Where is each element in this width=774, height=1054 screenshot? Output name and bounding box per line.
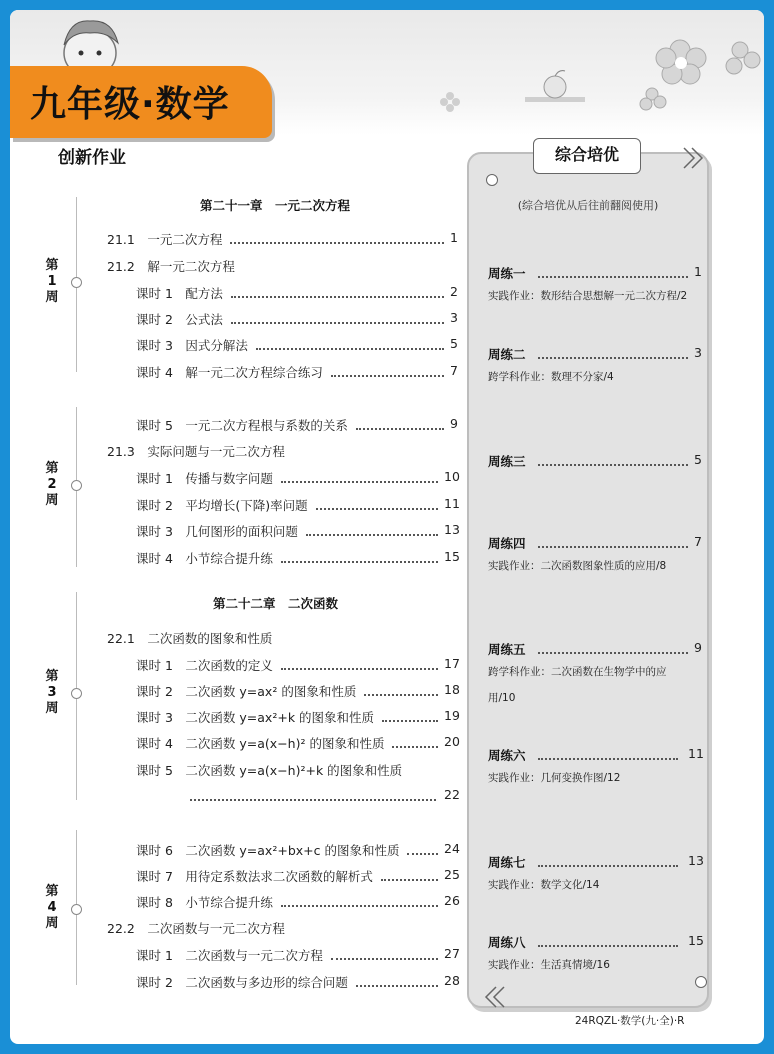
toc-entry: 21.2 解一元二次方程 (107, 259, 235, 274)
toc-page-number: 10 (444, 469, 460, 484)
weekly-practice-label: 周练三 (488, 454, 526, 469)
toc-entry: 课时 4 解一元二次方程综合练习 (136, 365, 323, 380)
toc-entry: 课时 2 二次函数与多边形的综合问题 (136, 975, 348, 990)
week-label-1: 第1周 (45, 258, 59, 305)
toc-page-number: 24 (444, 841, 460, 856)
weekly-practice-page: 11 (688, 746, 704, 761)
toc-page-number: 7 (450, 363, 458, 378)
timeline-dot (71, 904, 82, 915)
panel-leader-dots (538, 276, 688, 278)
toc-entry: 课时 1 二次函数与一元二次方程 (136, 948, 323, 963)
toc-entry: 22.2 二次函数与一元二次方程 (107, 921, 285, 936)
weekly-practice-page: 13 (688, 853, 704, 868)
weekly-practice-label: 周练六 (488, 748, 526, 763)
chevron-right-icon (682, 146, 704, 170)
toc-leader-dots (230, 242, 444, 244)
toc-entry: 课时 1 二次函数的定义 (136, 658, 273, 673)
title-banner (10, 66, 272, 138)
toc-page-number: 26 (444, 893, 460, 908)
toc-page-number: 2 (450, 284, 458, 299)
toc-page-number: 19 (444, 708, 460, 723)
toc-leader-dots (231, 296, 444, 298)
toc-leader-dots (281, 905, 438, 907)
toc-leader-dots (364, 694, 438, 696)
toc-page-number: 15 (444, 549, 460, 564)
panel-note: (综合培优从后往前翻阅使用) (517, 199, 659, 212)
weekly-practice-label: 周练八 (488, 935, 526, 950)
toc-leader-dots (281, 561, 438, 563)
week-label-3: 第3周 (45, 669, 59, 716)
toc-page-number: 28 (444, 973, 460, 988)
section-title-innovation: 创新作业 (58, 148, 126, 168)
assignment-label: 跨学科作业：数理不分家/4 (488, 371, 614, 383)
page-title: 九年级·数学 (30, 84, 230, 125)
chapter-heading-22: 第二十二章 二次函数 (213, 596, 339, 611)
weekly-practice-page: 3 (694, 345, 702, 360)
toc-leader-dots (381, 879, 438, 881)
toc-page-number: 17 (444, 656, 460, 671)
toc-entry: 21.3 实际问题与一元二次方程 (107, 444, 285, 459)
toc-leader-dots (306, 534, 438, 536)
toc-entry: 课时 5 一元二次方程根与系数的关系 (136, 418, 348, 433)
toc-entry: 课时 3 因式分解法 (136, 338, 248, 353)
weekly-practice-page: 5 (694, 452, 702, 467)
toc-leader-dots (392, 746, 438, 748)
chapter-heading-21: 第二十一章 一元二次方程 (200, 198, 351, 213)
toc-leader-dots (316, 508, 438, 510)
footer-code: 24RQZL·数学(九·全)·R (575, 1015, 685, 1027)
toc-leader-dots (281, 668, 438, 670)
toc-page-number: 3 (450, 310, 458, 325)
panel-leader-dots (538, 865, 678, 867)
toc-leader-dots (407, 853, 438, 855)
toc-page-number: 25 (444, 867, 460, 882)
week-label-4: 第4周 (45, 884, 59, 931)
panel-leader-dots (538, 546, 688, 548)
assignment-label: 跨学科作业：二次函数在生物学中的应 (488, 666, 667, 678)
toc-entry: 课时 8 小节综合提升练 (136, 895, 273, 910)
toc-page-number: 1 (450, 230, 458, 245)
toc-page-number: 27 (444, 946, 460, 961)
weekly-practice-label: 周练四 (488, 536, 526, 551)
chevron-left-icon (484, 985, 506, 1009)
weekly-practice-page: 15 (688, 933, 704, 948)
toc-page-number: 11 (444, 496, 460, 511)
weekly-practice-label: 周练二 (488, 347, 526, 362)
toc-entry: 课时 3 几何图形的面积问题 (136, 524, 298, 539)
toc-leader-dots (231, 322, 444, 324)
timeline-dot (71, 277, 82, 288)
toc-entry: 课时 1 配方法 (136, 286, 223, 301)
weekly-practice-label: 周练一 (488, 266, 526, 281)
weekly-practice-page: 9 (694, 640, 702, 655)
flower-small-decoration (438, 90, 462, 114)
assignment-label: 实践作业：数学文化/14 (488, 879, 600, 891)
toc-page-number: 22 (444, 787, 460, 802)
toc-entry: 课时 2 二次函数 y=ax² 的图象和性质 (136, 684, 357, 699)
toc-leader-dots (256, 348, 444, 350)
weekly-practice-page: 1 (694, 264, 702, 279)
panel-leader-dots (538, 758, 678, 760)
toc-entry: 22.1 二次函数的图象和性质 (107, 631, 273, 646)
toc-page-number: 9 (450, 416, 458, 431)
assignment-label: 实践作业：生活真情境/16 (488, 959, 610, 971)
assignment-label: 实践作业：数形结合思想解一元二次方程/2 (488, 290, 688, 302)
panel-leader-dots (538, 357, 688, 359)
toc-entry: 课时 5 二次函数 y=a(x−h)²+k 的图象和性质 (136, 763, 403, 778)
toc-page-number: 18 (444, 682, 460, 697)
toc-leader-dots (331, 958, 438, 960)
toc-leader-dots (331, 375, 444, 377)
toc-entry: 课时 1 传播与数字问题 (136, 471, 273, 486)
toc-entry: 21.1 一元二次方程 (107, 232, 223, 247)
toc-entry: 课时 7 用待定系数法求二次函数的解析式 (136, 869, 373, 884)
week-label-2: 第2周 (45, 461, 59, 508)
toc-leader-dots (356, 985, 438, 987)
toc-page-number: 20 (444, 734, 460, 749)
weekly-practice-label: 周练五 (488, 642, 526, 657)
toc-leader-dots (190, 799, 436, 801)
panel-hole-bottom (695, 976, 707, 988)
panel-leader-dots (538, 652, 688, 654)
toc-entry: 课时 2 平均增长(下降)率问题 (136, 498, 308, 513)
panel-title: 综合培优 (533, 138, 641, 174)
toc-entry: 课时 3 二次函数 y=ax²+k 的图象和性质 (136, 710, 375, 725)
assignment-label: 实践作业：几何变换作图/12 (488, 772, 621, 784)
toc-entry: 课时 4 二次函数 y=a(x−h)² 的图象和性质 (136, 736, 385, 751)
assignment-label: 实践作业：二次函数图象性质的应用/8 (488, 560, 667, 572)
weekly-practice-label: 周练七 (488, 855, 526, 870)
toc-leader-dots (281, 481, 438, 483)
flower-decoration (630, 30, 764, 120)
timeline-dot (71, 480, 82, 491)
toc-leader-dots (356, 428, 444, 430)
toc-page-number: 13 (444, 522, 460, 537)
panel-hole-top (486, 174, 498, 186)
panel-leader-dots (538, 464, 688, 466)
assignment-label-continued: 用/10 (488, 692, 516, 704)
toc-entry: 课时 2 公式法 (136, 312, 223, 327)
weekly-practice-page: 7 (694, 534, 702, 549)
panel-leader-dots (538, 945, 678, 947)
apple-decoration (525, 65, 585, 110)
toc-leader-dots (382, 720, 438, 722)
toc-page-number: 5 (450, 336, 458, 351)
timeline-dot (71, 688, 82, 699)
toc-entry: 课时 6 二次函数 y=ax²+bx+c 的图象和性质 (136, 843, 400, 858)
toc-entry: 课时 4 小节综合提升练 (136, 551, 273, 566)
